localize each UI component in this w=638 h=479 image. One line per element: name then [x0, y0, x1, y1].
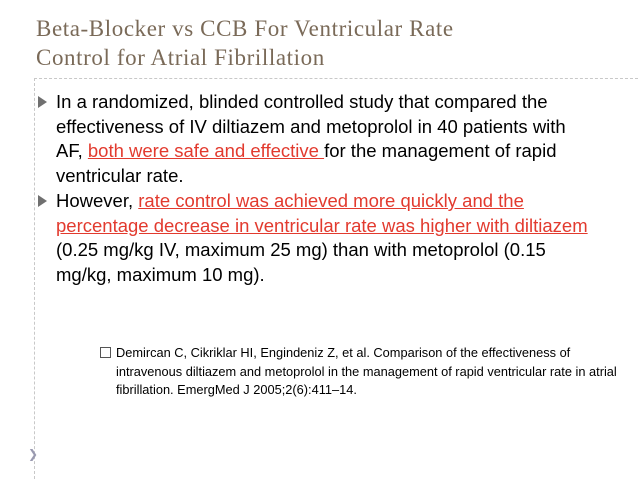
bullet-list: [36, 90, 596, 287]
bullet-1-highlight: both were safe and effective: [87, 140, 325, 161]
slide-title-line-2: Control for Atrial Fibrillation: [36, 45, 325, 70]
bullet-item-1: [36, 90, 596, 188]
bullet-1-pre: In a randomized, blinded controlled study that compared the effectiveness of IV diltiazem and metoprolol in 40 patients with AF,: [56, 91, 566, 161]
bullet-1-text: [56, 91, 566, 186]
reference-text: Demircan C, Cikriklar HI, Engindeniz Z, et al. Comparison of the effectiveness of intravenous diltiazem and metoprolol in the management of rapid ventricular rate in atrial fibrillation. EmergMed J 2005;2(6):411–14.: [116, 345, 617, 397]
slide-title: [36, 14, 616, 72]
slide-title-line-1: Beta-Blocker vs CCB For Ventricular Rate: [36, 16, 454, 41]
triangle-bullet-icon: [38, 195, 47, 207]
bullet-2-text: [56, 190, 588, 285]
bullet-item-2: [36, 189, 596, 287]
bullet-2-post: (0.25 mg/kg IV, maximum 25 mg) than with metoprolol (0.15 mg/kg, maximum 10 mg).: [56, 239, 546, 285]
reference-item: [100, 344, 626, 400]
bullet-2-highlight: rate control was achieved more quickly and the percentage decrease in ventricular rate was higher with diltiazem: [56, 190, 588, 236]
bullet-2-pre: However,: [56, 190, 139, 211]
left-divider: [34, 78, 35, 479]
square-bullet-icon: [100, 347, 111, 358]
triangle-bullet-icon: [38, 96, 47, 108]
chevron-icon: ❯: [28, 447, 39, 461]
bullet-1-post: for the management of rapid ventricular rate.: [56, 140, 557, 186]
title-divider: [34, 78, 638, 79]
